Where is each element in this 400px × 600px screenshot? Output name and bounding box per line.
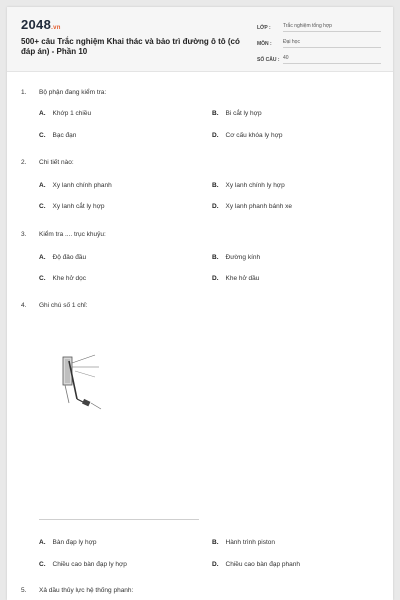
question-text: Xả dầu thủy lực hệ thống phanh: bbox=[39, 587, 134, 594]
option-letter: B. bbox=[212, 254, 219, 261]
meta-value: Trắc nghiệm tổng hợp bbox=[283, 21, 381, 32]
option-letter: C. bbox=[39, 561, 46, 568]
meta-key: LỚP : bbox=[257, 25, 271, 31]
option-text: Khớp 1 chiều bbox=[52, 110, 92, 117]
clutch-pedal-diagram bbox=[55, 351, 110, 416]
option-text: Xy lanh chính ly hợp bbox=[225, 182, 285, 189]
q1-option-c[interactable] bbox=[39, 132, 76, 139]
option-letter: A. bbox=[39, 254, 46, 261]
meta-key: MÔN : bbox=[257, 41, 272, 47]
option-letter: C. bbox=[39, 203, 46, 210]
meta-value: 40 bbox=[283, 53, 381, 64]
option-letter: B. bbox=[212, 182, 219, 189]
q4-option-c[interactable] bbox=[39, 561, 127, 568]
q2-option-c[interactable] bbox=[39, 203, 104, 210]
question-text: Ghi chú số 1 chỉ: bbox=[39, 302, 88, 309]
q4-option-d[interactable] bbox=[212, 561, 300, 568]
worksheet-header bbox=[7, 7, 393, 72]
q3-option-c[interactable] bbox=[39, 275, 86, 282]
site-logo[interactable] bbox=[21, 17, 61, 32]
option-letter: A. bbox=[39, 539, 46, 546]
answer-divider bbox=[39, 519, 199, 520]
option-letter: D. bbox=[212, 203, 219, 210]
option-text: Độ đảo đầu bbox=[52, 254, 87, 261]
option-text: Xy lanh chính phanh bbox=[52, 182, 112, 189]
option-text: Đường kính bbox=[225, 254, 261, 261]
option-letter: D. bbox=[212, 275, 219, 282]
q1-option-a[interactable] bbox=[39, 110, 91, 117]
q3-option-b[interactable] bbox=[212, 254, 260, 261]
question-number: 1. bbox=[21, 89, 27, 96]
meta-key: SỐ CÂU : bbox=[257, 57, 280, 63]
question-number: 4. bbox=[21, 302, 27, 309]
question-text: Kiểm tra .... trục khuỷu: bbox=[39, 231, 106, 238]
option-text: Chiều cao bàn đạp phanh bbox=[225, 561, 300, 568]
option-text: Hành trình piston bbox=[225, 539, 276, 546]
meta-row-subject bbox=[257, 37, 385, 53]
option-letter: D. bbox=[212, 132, 219, 139]
q2-option-a[interactable] bbox=[39, 182, 112, 189]
option-text: Xy lanh phanh bánh xe bbox=[225, 203, 292, 210]
question-number: 5. bbox=[21, 587, 27, 594]
meta-info bbox=[257, 21, 385, 69]
question-number: 2. bbox=[21, 159, 27, 166]
logo-suffix: .vn bbox=[51, 25, 61, 31]
question-number: 3. bbox=[21, 231, 27, 238]
option-letter: B. bbox=[212, 110, 219, 117]
q2-option-d[interactable] bbox=[212, 203, 292, 210]
option-letter: C. bbox=[39, 132, 46, 139]
q3-option-a[interactable] bbox=[39, 254, 86, 261]
option-letter: B. bbox=[212, 539, 219, 546]
option-letter: A. bbox=[39, 182, 46, 189]
q3-option-d[interactable] bbox=[212, 275, 259, 282]
option-letter: A. bbox=[39, 110, 46, 117]
option-text: Bạc đạn bbox=[52, 132, 77, 139]
option-text: Bàn đạp ly hợp bbox=[52, 539, 97, 546]
q4-option-a[interactable] bbox=[39, 539, 97, 546]
option-text: Xy lanh cắt ly hợp bbox=[52, 203, 105, 210]
question-text: Bộ phận đang kiểm tra: bbox=[39, 89, 107, 96]
document-title: 500+ câu Trắc nghiệm Khai thác và bảo trì đường ô tô (có đáp án) - Phần 10 bbox=[21, 37, 240, 56]
q2-option-b[interactable] bbox=[212, 182, 285, 189]
option-text: Bi cắt ly hợp bbox=[225, 110, 262, 117]
meta-row-class bbox=[257, 21, 385, 37]
meta-row-count bbox=[257, 53, 385, 69]
question-text: Chi tiết nào: bbox=[39, 159, 74, 166]
q1-option-d[interactable] bbox=[212, 132, 282, 139]
option-text: Cơ cấu khóa ly hợp bbox=[225, 132, 283, 139]
option-text: Chiều cao bàn đạp ly hợp bbox=[52, 561, 127, 568]
option-letter: D. bbox=[212, 561, 219, 568]
worksheet-page bbox=[7, 7, 393, 600]
q1-option-b[interactable] bbox=[212, 110, 262, 117]
option-text: Khe hở dọc bbox=[52, 275, 87, 282]
option-letter: C. bbox=[39, 275, 46, 282]
meta-value: Đại học bbox=[283, 37, 381, 48]
logo-main: 2048 bbox=[21, 17, 52, 32]
q4-option-b[interactable] bbox=[212, 539, 275, 546]
option-text: Khe hở dầu bbox=[225, 275, 260, 282]
